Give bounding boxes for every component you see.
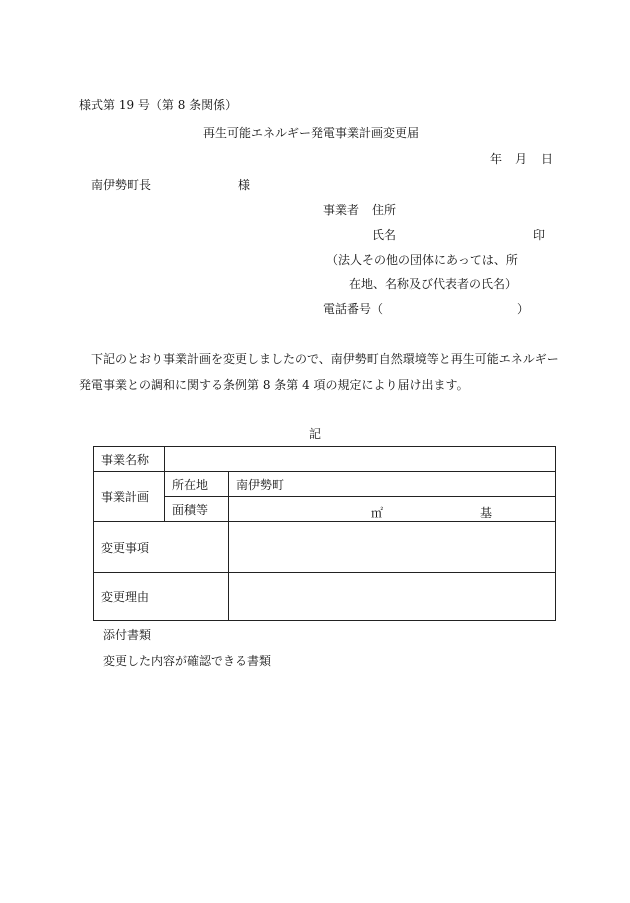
applicant-label: 事業者 bbox=[323, 203, 360, 217]
attachments-label: 添付書類 bbox=[103, 628, 152, 642]
phone-label: 電話番号（ bbox=[323, 302, 384, 316]
change-items-row bbox=[94, 522, 556, 573]
change-items-field[interactable] bbox=[229, 522, 556, 573]
project-table bbox=[93, 446, 556, 621]
area-label: 面積等 bbox=[165, 497, 229, 522]
date-year: 年 bbox=[490, 152, 503, 166]
change-reason-row bbox=[94, 573, 556, 621]
project-name-row bbox=[94, 447, 556, 472]
change-items-label: 変更事項 bbox=[94, 522, 229, 573]
date-month: 月 bbox=[515, 152, 528, 166]
address-label: 住所 bbox=[372, 203, 397, 217]
document-title: 再生可能エネルギー発電事業計画変更届 bbox=[203, 126, 420, 140]
date-day: 日 bbox=[541, 152, 554, 166]
form-number: 様式第 19 号（第 8 条関係） bbox=[79, 98, 238, 112]
location-label: 所在地 bbox=[165, 472, 229, 497]
notice-paragraph: 下記のとおり事業計画を変更しましたので、南伊勢町自然環境等と再生可能エネルギー発電事業との調和に関する条例第 8 条第 4 項の規定により届け出ます。 bbox=[79, 352, 559, 392]
phone-close: ） bbox=[517, 302, 530, 316]
name-label: 氏名 bbox=[372, 228, 397, 242]
corporate-note-line1: （法人その他の団体にあっては、所 bbox=[326, 253, 518, 267]
attachment-item: 変更した内容が確認できる書類 bbox=[103, 654, 272, 668]
change-reason-field[interactable] bbox=[229, 573, 556, 621]
corporate-note-line2: 在地、名称及び代表者の氏名） bbox=[349, 277, 518, 291]
seal-mark: 印 bbox=[533, 228, 546, 242]
project-name-label: 事業名称 bbox=[94, 447, 165, 472]
location-field[interactable]: 南伊勢町 bbox=[229, 472, 556, 497]
location-row bbox=[94, 472, 556, 497]
project-plan-label: 事業計画 bbox=[94, 472, 165, 522]
area-unit: ㎡ bbox=[371, 506, 384, 520]
change-reason-label: 変更理由 bbox=[94, 573, 229, 621]
area-field[interactable] bbox=[229, 497, 556, 522]
project-name-field[interactable] bbox=[165, 447, 556, 472]
recipient: 南伊勢町長 bbox=[91, 178, 152, 192]
count-unit: 基 bbox=[480, 506, 493, 520]
honorific: 様 bbox=[238, 178, 251, 192]
ki-heading: 記 bbox=[309, 427, 322, 441]
